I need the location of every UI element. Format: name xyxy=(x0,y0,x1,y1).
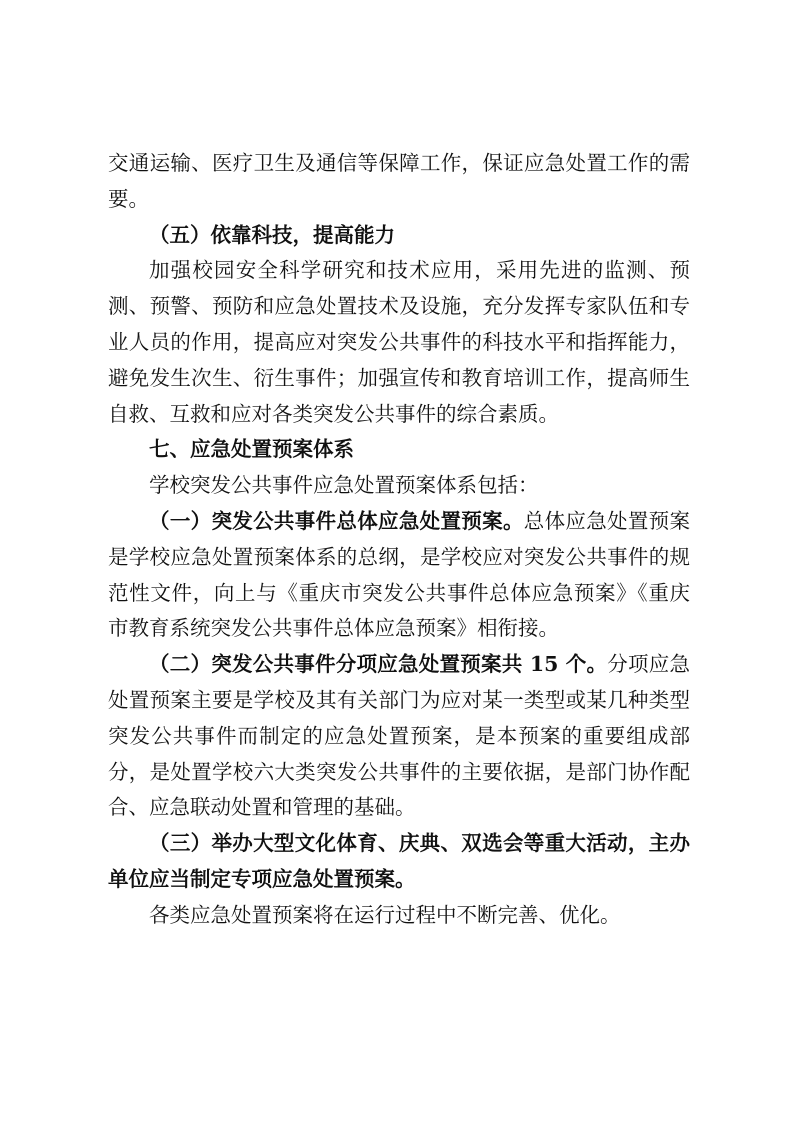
heading-plan-system: 七、应急处置预案体系 xyxy=(149,437,354,462)
paragraph-overall-plan xyxy=(108,504,690,647)
paragraph-special-plans: （三）举办大型文化体育、庆典、双选会等重大活动，主办单位应当制定专项应急处置预案。 xyxy=(108,831,690,891)
paragraph-plan-system-intro: 学校突发公共事件应急处置预案体系包括： xyxy=(149,473,539,498)
paragraph-technology: 加强校园安全科学研究和技术应用，采用先进的监测、预测、预警、预防和应急处置技术及设施，充分发挥专家队伍和专业人员的作用，提高应对突发公共事件的科技水平和指挥能力，避免发生次生、衍生事件；加强宣传和教育培训工作，提高师生自救、互救和应对各类突发公共事件的综合素质。 xyxy=(108,258,690,426)
overall-plan-title: （一）突发公共事件总体应急处置预案。 xyxy=(149,508,524,533)
document-page xyxy=(108,146,690,934)
overall-plan-text: 总体应急处置预案是学校应急处置预案体系的总纲，是学校应对突发公共事件的规范性文件，向上与《重庆市突发公共事件总体应急预案》《重庆市教育系统突发公共事件总体应急预案》相衔接。 xyxy=(108,508,691,641)
sub-plans-title: （二）突发公共事件分项应急处置预案共 15 个。 xyxy=(149,652,608,677)
paragraph-continuous-improvement: 各类应急处置预案将在运行过程中不断完善、优化。 xyxy=(149,902,621,927)
paragraph-sub-plans xyxy=(108,647,690,826)
sub-plans-text: 分项应急处置预案主要是学校及其有关部门为应对某一类型或某几种类型突发公共事件而制定的应急处置预案，是本预案的重要组成部分，是处置学校六大类突发公共事件的主要依据，是部门协作配合、应急联动处置和管理的基础。 xyxy=(108,652,690,820)
heading-rely-on-technology: （五）依靠科技，提高能力 xyxy=(149,222,395,247)
paragraph-support-work: 交通运输、医疗卫生及通信等保障工作，保证应急处置工作的需要。 xyxy=(108,151,690,211)
